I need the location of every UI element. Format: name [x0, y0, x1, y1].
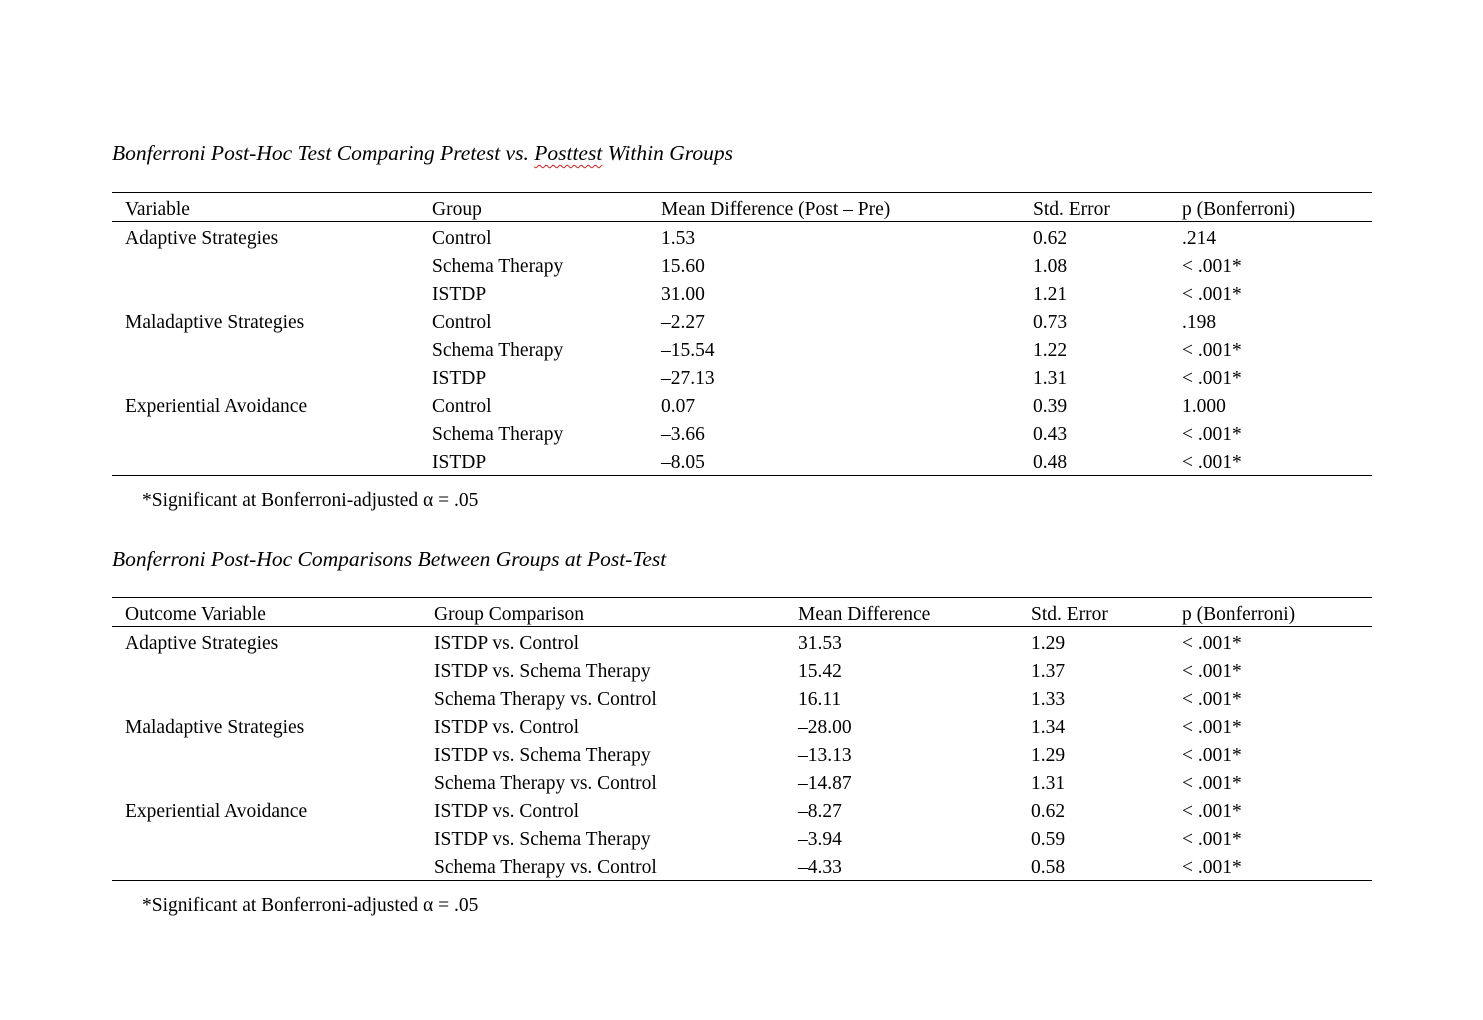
row-p-value: < .001* — [1182, 368, 1242, 389]
table-row — [112, 253, 1372, 281]
table1-title-prefix: Bonferroni Post-Hoc Test Comparing Pretest vs. — [112, 141, 535, 165]
table-row — [112, 826, 1372, 854]
row-std-error: 1.29 — [1031, 745, 1066, 766]
row-std-error: 1.29 — [1031, 633, 1066, 654]
table2-header-outcome-variable: Outcome Variable — [125, 604, 266, 625]
table1-header-rule — [112, 221, 1372, 222]
row-group: ISTDP — [432, 452, 487, 473]
row-p-value: .198 — [1182, 312, 1217, 333]
table2-header-mean-difference: Mean Difference — [798, 604, 931, 625]
row-mean-difference: 1.53 — [661, 228, 696, 249]
table1-title-flagged-word: Posttest — [534, 141, 603, 165]
row-mean-difference: 16.11 — [798, 689, 842, 710]
row-p-value: < .001* — [1182, 801, 1242, 822]
row-mean-difference: 15.42 — [798, 661, 842, 682]
row-p-value: < .001* — [1182, 829, 1242, 850]
row-std-error: 0.73 — [1033, 312, 1068, 333]
table-row — [112, 281, 1372, 309]
table1-title-suffix: Within Groups — [602, 141, 733, 165]
row-p-value: < .001* — [1182, 773, 1242, 794]
row-group-comparison: ISTDP vs. Schema Therapy — [434, 661, 651, 682]
row-mean-difference: –13.13 — [798, 745, 852, 766]
table1-footnote: *Significant at Bonferroni-adjusted α = .05 — [142, 490, 479, 511]
row-std-error: 0.39 — [1033, 396, 1068, 417]
row-std-error: 0.59 — [1031, 829, 1066, 850]
row-mean-difference: –3.94 — [798, 829, 842, 850]
table1-header-p-value: p (Bonferroni) — [1182, 199, 1296, 220]
table-row — [112, 770, 1372, 798]
table-row — [112, 854, 1372, 882]
table-row — [112, 421, 1372, 449]
row-std-error: 0.43 — [1033, 424, 1068, 445]
table2-top-rule — [112, 597, 1372, 598]
row-p-value: .214 — [1182, 228, 1217, 249]
table-row — [112, 798, 1372, 826]
row-p-value: < .001* — [1182, 424, 1242, 445]
row-std-error: 1.08 — [1033, 256, 1068, 277]
row-std-error: 1.22 — [1033, 340, 1068, 361]
row-group-comparison: ISTDP vs. Control — [434, 717, 580, 738]
row-variable: Adaptive Strategies — [125, 228, 279, 249]
row-std-error: 1.37 — [1031, 661, 1066, 682]
table2-header-std-error: Std. Error — [1031, 604, 1108, 625]
table2-footnote: *Significant at Bonferroni-adjusted α = .05 — [142, 895, 479, 916]
row-std-error: 0.48 — [1033, 452, 1068, 473]
row-p-value: < .001* — [1182, 633, 1242, 654]
row-group-comparison: ISTDP vs. Schema Therapy — [434, 829, 651, 850]
row-p-value: < .001* — [1182, 256, 1242, 277]
row-outcome-variable: Experiential Avoidance — [125, 801, 308, 822]
table1-top-rule — [112, 192, 1372, 193]
table1-header-variable: Variable — [125, 199, 190, 220]
table-row — [112, 393, 1372, 421]
table2-header-p-value: p (Bonferroni) — [1182, 604, 1296, 625]
row-p-value: < .001* — [1182, 340, 1242, 361]
table1-title — [112, 141, 733, 166]
row-p-value: < .001* — [1182, 717, 1242, 738]
table2-header-group-comparison: Group Comparison — [434, 604, 585, 625]
row-p-value: < .001* — [1182, 689, 1242, 710]
row-group: Schema Therapy — [432, 256, 564, 277]
row-mean-difference: –15.54 — [661, 340, 715, 361]
row-mean-difference: –8.05 — [661, 452, 705, 473]
row-std-error: 1.33 — [1031, 689, 1066, 710]
row-p-value: < .001* — [1182, 745, 1242, 766]
row-mean-difference: –3.66 — [661, 424, 705, 445]
row-group-comparison: ISTDP vs. Control — [434, 633, 580, 654]
row-p-value: 1.000 — [1182, 396, 1226, 417]
row-mean-difference: 15.60 — [661, 256, 705, 277]
table1-header-mean-difference: Mean Difference (Post – Pre) — [661, 199, 891, 220]
row-group: ISTDP — [432, 284, 487, 305]
table-row — [112, 630, 1372, 658]
row-std-error: 0.62 — [1031, 801, 1066, 822]
table2-title: Bonferroni Post-Hoc Comparisons Between Groups at Post-Test — [112, 547, 667, 571]
row-group-comparison: ISTDP vs. Schema Therapy — [434, 745, 651, 766]
row-std-error: 0.58 — [1031, 857, 1066, 878]
table-row — [112, 337, 1372, 365]
table2-bottom-rule — [112, 880, 1372, 881]
row-mean-difference: –2.27 — [661, 312, 705, 333]
row-group-comparison: ISTDP vs. Control — [434, 801, 580, 822]
row-variable: Maladaptive Strategies — [125, 312, 305, 333]
table1-bottom-rule — [112, 475, 1372, 476]
row-group-comparison: Schema Therapy vs. Control — [434, 773, 657, 794]
row-p-value: < .001* — [1182, 661, 1242, 682]
row-group: Control — [432, 228, 492, 249]
row-mean-difference: –14.87 — [798, 773, 852, 794]
table2-header-row — [112, 601, 1372, 629]
row-group: Control — [432, 396, 492, 417]
row-mean-difference: –27.13 — [661, 368, 715, 389]
table-row — [112, 225, 1372, 253]
table2-header-rule — [112, 626, 1372, 627]
table-row — [112, 686, 1372, 714]
row-mean-difference: 31.53 — [798, 633, 842, 654]
row-p-value: < .001* — [1182, 857, 1242, 878]
row-outcome-variable: Maladaptive Strategies — [125, 717, 305, 738]
row-group: Control — [432, 312, 492, 333]
table-row — [112, 714, 1372, 742]
row-std-error: 1.21 — [1033, 284, 1068, 305]
table-row — [112, 309, 1372, 337]
table1-header-group: Group — [432, 199, 482, 220]
table-row — [112, 365, 1372, 393]
row-variable: Experiential Avoidance — [125, 396, 308, 417]
table-row — [112, 449, 1372, 477]
row-group-comparison: Schema Therapy vs. Control — [434, 857, 657, 878]
row-mean-difference: –28.00 — [798, 717, 852, 738]
row-std-error: 1.31 — [1033, 368, 1068, 389]
row-std-error: 1.34 — [1031, 717, 1066, 738]
row-outcome-variable: Adaptive Strategies — [125, 633, 279, 654]
row-p-value: < .001* — [1182, 284, 1242, 305]
row-std-error: 1.31 — [1031, 773, 1066, 794]
table-row — [112, 742, 1372, 770]
row-mean-difference: 0.07 — [661, 396, 696, 417]
row-group: Schema Therapy — [432, 340, 564, 361]
table1-header-row — [112, 196, 1372, 224]
row-mean-difference: –4.33 — [798, 857, 842, 878]
row-std-error: 0.62 — [1033, 228, 1068, 249]
row-group-comparison: Schema Therapy vs. Control — [434, 689, 657, 710]
row-p-value: < .001* — [1182, 452, 1242, 473]
row-mean-difference: 31.00 — [661, 284, 705, 305]
table-row — [112, 658, 1372, 686]
row-group: ISTDP — [432, 368, 487, 389]
table1-header-std-error: Std. Error — [1033, 199, 1110, 220]
row-mean-difference: –8.27 — [798, 801, 842, 822]
row-group: Schema Therapy — [432, 424, 564, 445]
